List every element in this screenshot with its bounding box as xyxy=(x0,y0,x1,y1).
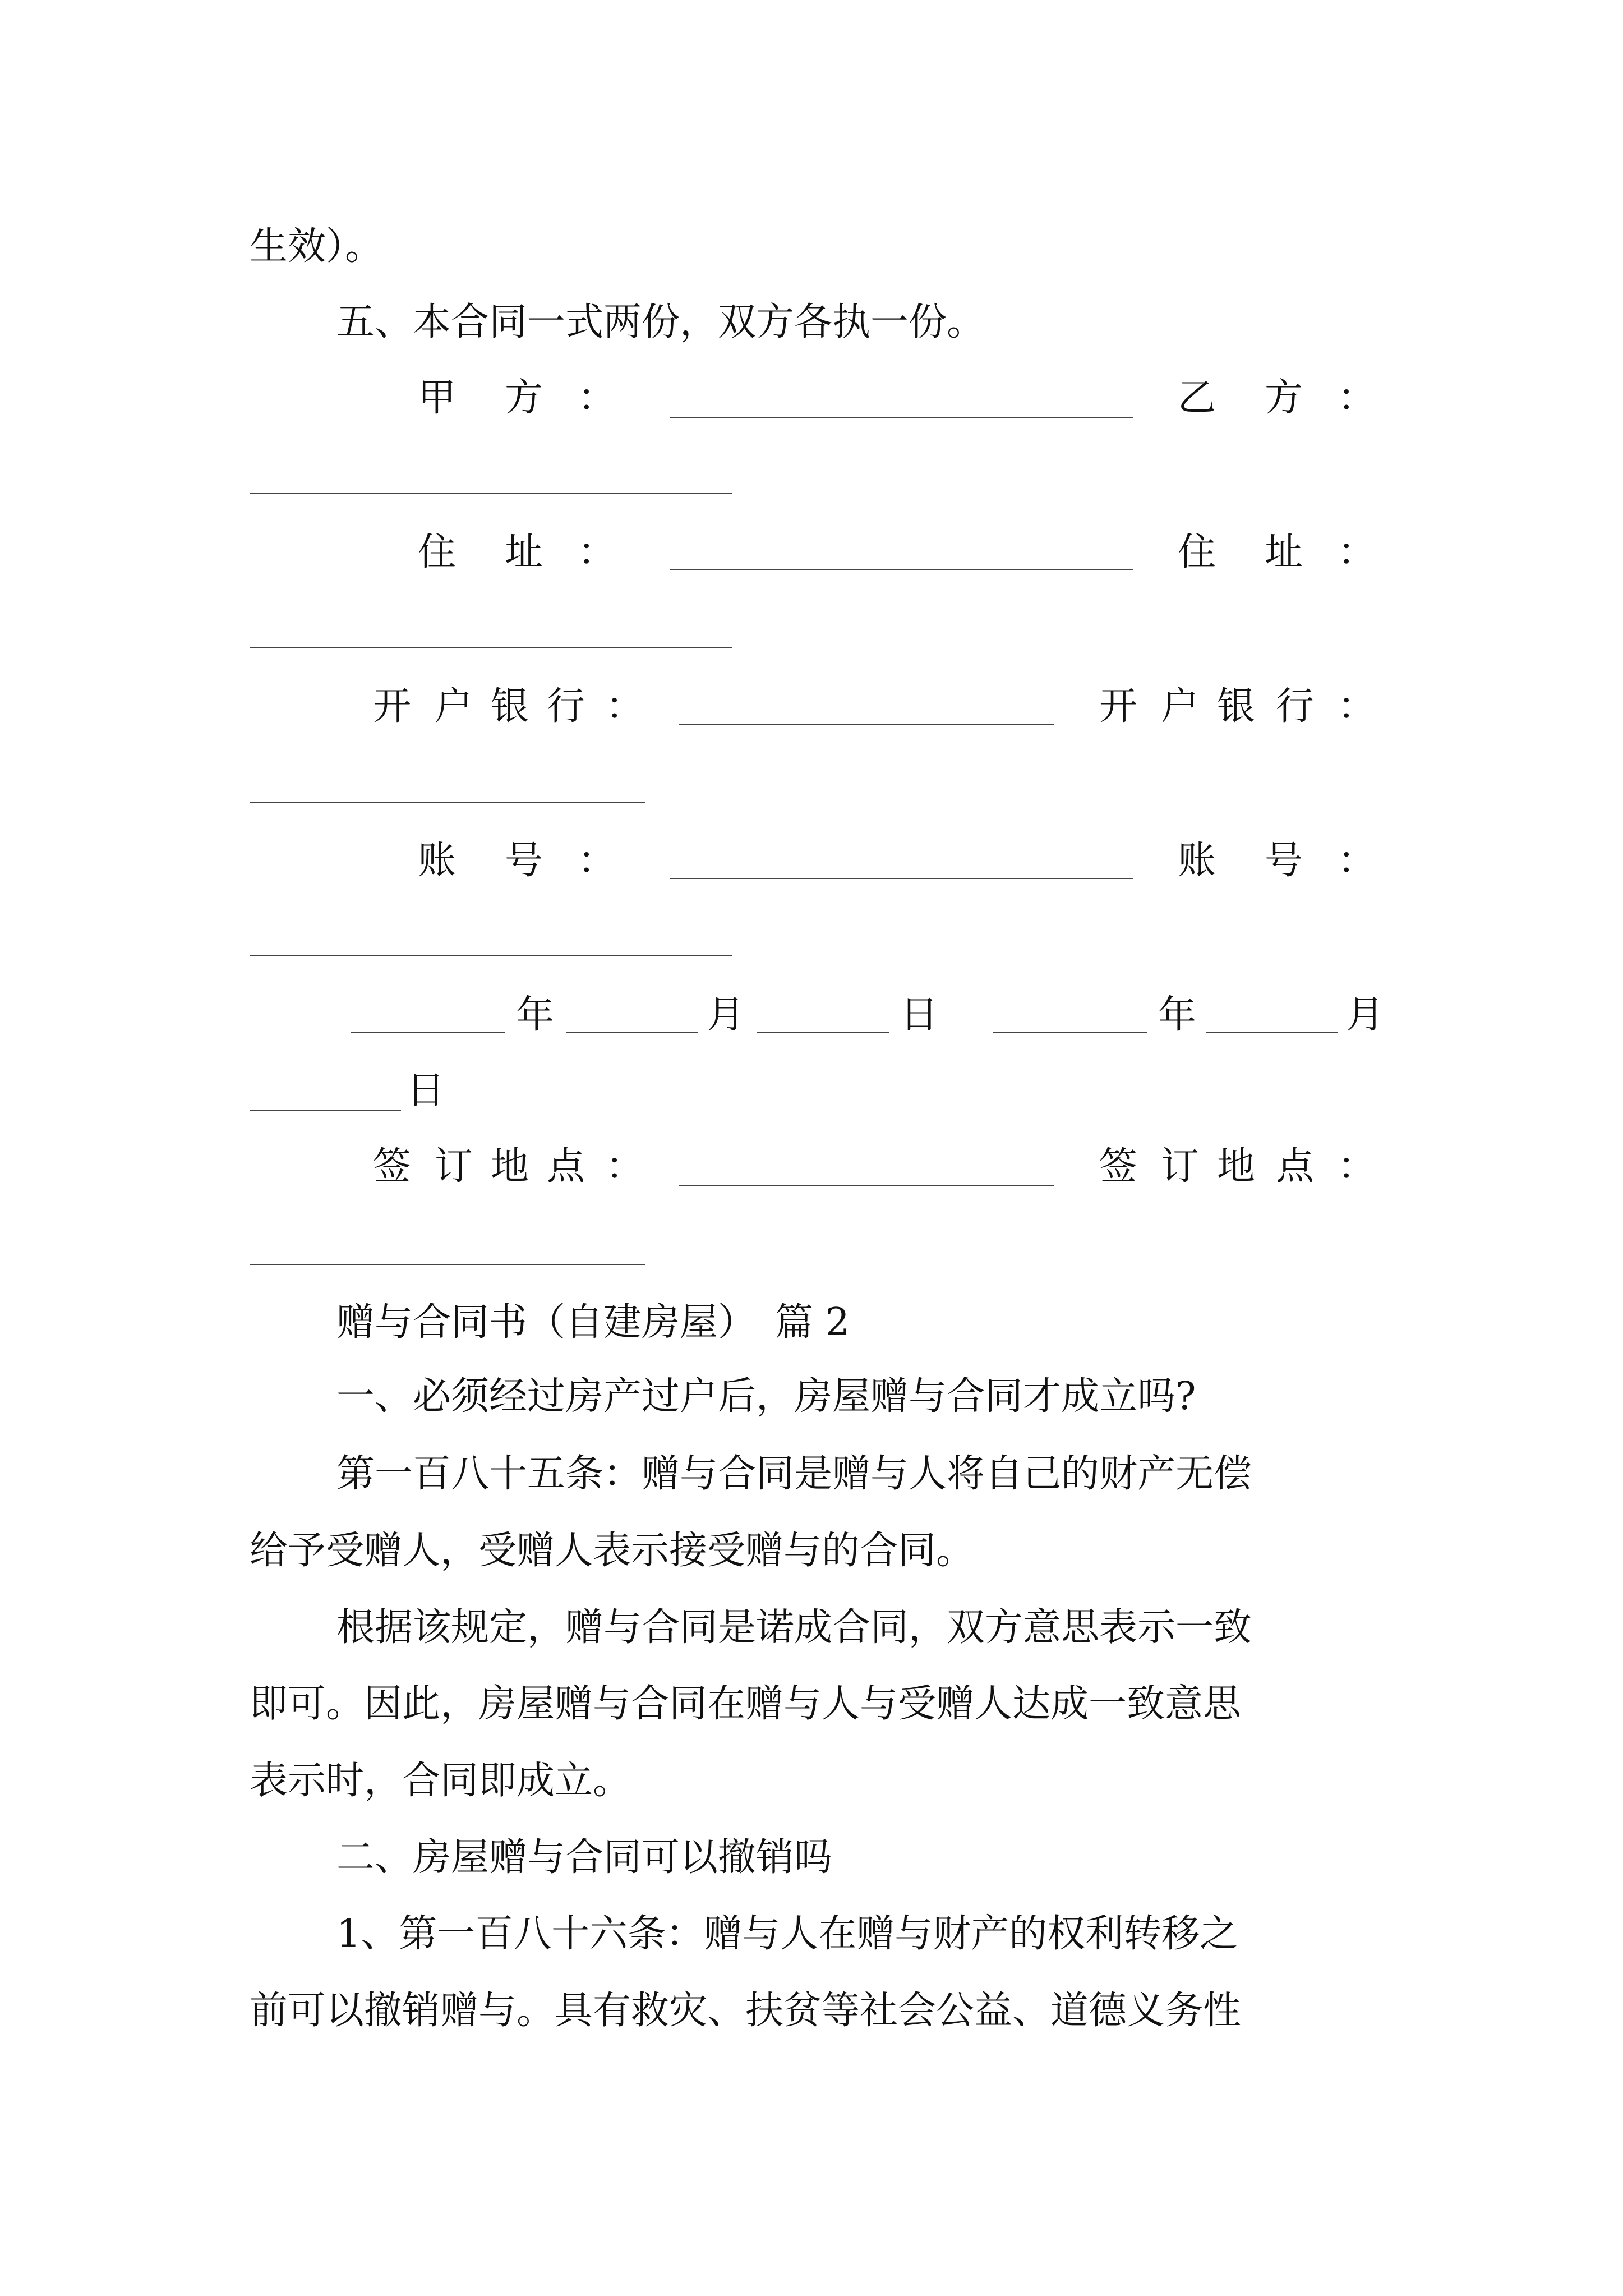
place-a-label-3: 地 xyxy=(491,1144,529,1189)
bank-b-blank[interactable] xyxy=(250,802,645,803)
date-b-month: 月 xyxy=(1346,993,1385,1037)
account-b-blank[interactable] xyxy=(250,955,732,956)
article-186-line-2: 前可以撤销赠与。具有救灾、扶贫等社会公益、道德义务性 xyxy=(250,1989,1242,2033)
bank-a-label-4: 行 xyxy=(547,684,585,729)
place-b-label-3: 地 xyxy=(1217,1144,1256,1189)
party-b-label-2: 方 xyxy=(1265,376,1303,420)
date-a-month: 月 xyxy=(707,993,745,1037)
bank-a-label-1: 开 xyxy=(373,684,412,729)
place-b-label-2: 订 xyxy=(1161,1144,1200,1189)
paragraph-1-line-2: 即可。因此，房屋赠与合同在赠与人与受赠人达成一致意思 xyxy=(250,1682,1242,1726)
continuation-text: 生效）。 xyxy=(250,224,384,269)
account-a-colon: ： xyxy=(578,839,616,883)
address-a-label-1: 住 xyxy=(418,530,457,574)
address-b-label-1: 住 xyxy=(1178,530,1216,574)
account-a-blank[interactable] xyxy=(670,878,1133,879)
place-b-label-1: 签 xyxy=(1099,1144,1138,1189)
address-b-label-2: 址 xyxy=(1265,530,1303,574)
date-a-month-blank[interactable] xyxy=(566,1032,698,1033)
place-a-label-1: 签 xyxy=(373,1144,412,1189)
bank-b-label-4: 行 xyxy=(1276,684,1315,729)
date-a-year: 年 xyxy=(516,993,555,1037)
question-2: 二、房屋赠与合同可以撤销吗 xyxy=(336,1835,833,1880)
section2-title: 赠与合同书（自建房屋） 篇 2 xyxy=(336,1300,850,1345)
party-b-blank[interactable] xyxy=(250,493,732,494)
article-186-line-1: 1、第一百八十六条：赠与人在赠与财产的权利转移之 xyxy=(336,1912,1238,1956)
place-a-colon: ： xyxy=(606,1144,644,1189)
account-a-label-1: 账 xyxy=(418,839,457,883)
place-b-blank[interactable] xyxy=(250,1264,645,1265)
date-a-day: 日 xyxy=(900,993,939,1037)
date-b-day: 日 xyxy=(407,1069,445,1113)
date-a-day-blank[interactable] xyxy=(757,1032,889,1033)
bank-a-label-3: 银 xyxy=(491,684,529,729)
bank-a-blank[interactable] xyxy=(679,724,1054,725)
date-b-day-blank[interactable] xyxy=(250,1110,401,1111)
party-a-label-2: 方 xyxy=(505,376,543,420)
question-1: 一、必须经过房产过户后，房屋赠与合同才成立吗? xyxy=(336,1374,1196,1419)
party-a-blank[interactable] xyxy=(670,417,1133,418)
account-b-label-1: 账 xyxy=(1178,839,1216,883)
address-a-colon: ： xyxy=(578,530,616,574)
address-b-blank[interactable] xyxy=(250,647,732,648)
date-b-year: 年 xyxy=(1158,993,1197,1037)
party-a-label-1: 甲 xyxy=(418,376,457,420)
address-a-blank[interactable] xyxy=(670,569,1133,570)
date-b-month-blank[interactable] xyxy=(1206,1032,1338,1033)
account-b-label-2: 号 xyxy=(1265,839,1303,883)
date-b-year-blank[interactable] xyxy=(993,1032,1147,1033)
paragraph-1-line-3: 表示时，合同即成立。 xyxy=(250,1759,631,1803)
paragraph-1-line-1: 根据该规定，赠与合同是诺成合同，双方意思表示一致 xyxy=(336,1605,1252,1650)
bank-b-label-1: 开 xyxy=(1099,684,1138,729)
bank-b-label-3: 银 xyxy=(1217,684,1256,729)
place-a-label-2: 订 xyxy=(435,1144,473,1189)
account-a-label-2: 号 xyxy=(505,839,543,883)
address-a-label-2: 址 xyxy=(505,530,543,574)
clause-five: 五、本合同一式两份，双方各执一份。 xyxy=(336,300,985,344)
place-a-blank[interactable] xyxy=(679,1185,1054,1186)
address-b-colon: ： xyxy=(1338,530,1376,574)
party-b-colon: ： xyxy=(1338,376,1376,420)
account-b-colon: ： xyxy=(1338,839,1376,883)
place-b-label-4: 点 xyxy=(1276,1144,1315,1189)
bank-a-colon: ： xyxy=(606,684,644,729)
article-185-line-1: 第一百八十五条：赠与合同是赠与人将自己的财产无偿 xyxy=(336,1452,1252,1496)
bank-b-label-2: 户 xyxy=(1161,684,1200,729)
party-b-label-1: 乙 xyxy=(1178,376,1216,420)
bank-a-label-2: 户 xyxy=(435,684,473,729)
article-185-line-2: 给予受赠人，受赠人表示接受赠与的合同。 xyxy=(250,1529,975,1573)
place-a-label-4: 点 xyxy=(547,1144,585,1189)
party-a-colon: ： xyxy=(578,376,616,420)
place-b-colon: ： xyxy=(1338,1144,1376,1189)
bank-b-colon: ： xyxy=(1338,684,1376,729)
date-a-year-blank[interactable] xyxy=(351,1032,505,1033)
